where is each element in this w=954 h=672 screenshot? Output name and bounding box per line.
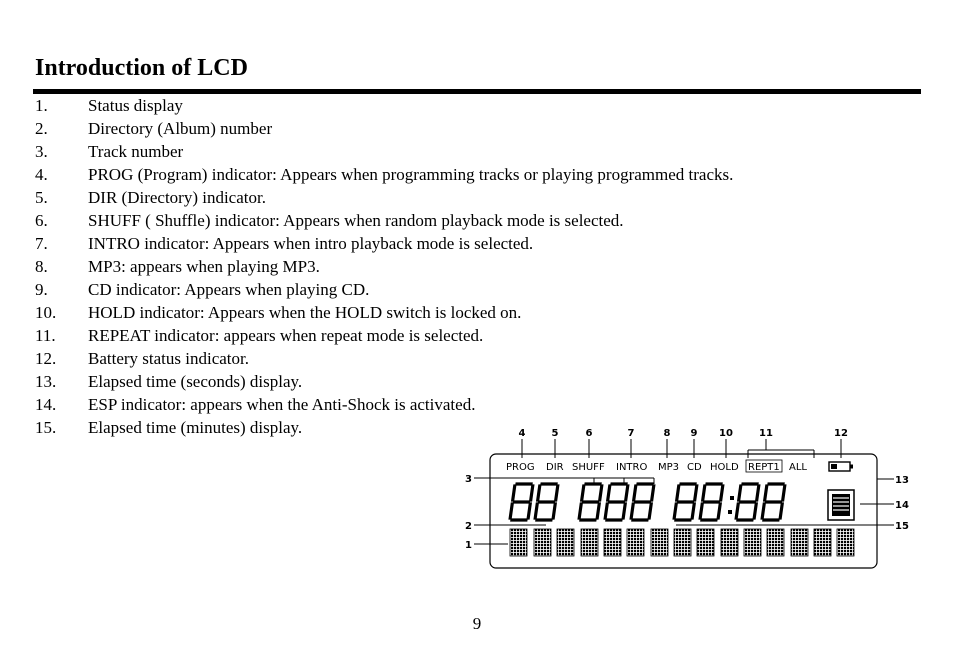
- list-item: [35, 209, 733, 232]
- item-number: 6.: [35, 211, 48, 230]
- lcd-diagram: [460, 424, 912, 574]
- hold-indicator: HOLD: [710, 462, 739, 473]
- battery-icon: [829, 462, 853, 471]
- item-text: Directory (Album) number: [88, 119, 273, 138]
- item-text: Battery status indicator.: [88, 349, 249, 368]
- item-text: Track number: [88, 142, 184, 161]
- mp3-indicator: MP3: [658, 462, 680, 473]
- callout-13: 13: [895, 475, 909, 486]
- item-text: Elapsed time (seconds) display.: [88, 372, 303, 391]
- item-text: REPEAT indicator: appears when repeat mode is selected.: [88, 326, 484, 345]
- item-text: Elapsed time (minutes) display.: [88, 418, 303, 437]
- cd-indicator: CD: [687, 462, 702, 473]
- callout-6: 6: [585, 428, 593, 439]
- callout-5: 5: [551, 428, 559, 439]
- callout-2: 2: [465, 521, 472, 532]
- page-number: 9: [472, 614, 482, 633]
- list-item: [35, 117, 733, 140]
- item-number: 13.: [35, 372, 57, 391]
- item-number: 14.: [35, 395, 57, 414]
- status-dot-matrix: [510, 529, 854, 556]
- item-number: 10.: [35, 303, 57, 322]
- item-text: SHUFF ( Shuffle) indicator: Appears when random playback mode is selected.: [88, 211, 624, 230]
- list-item: [35, 278, 733, 301]
- all-indicator: ALL: [789, 462, 807, 473]
- item-number: 8.: [35, 257, 48, 276]
- page-title: Introduction of LCD: [35, 55, 248, 81]
- item-text: MP3: appears when playing MP3.: [88, 257, 320, 276]
- callout-1: 1: [465, 540, 472, 551]
- lcd-digits: [510, 484, 785, 520]
- dir-indicator: DIR: [546, 462, 564, 473]
- list-item: [35, 140, 733, 163]
- intro-indicator: INTRO: [616, 462, 648, 473]
- rept1-indicator: REPT1: [748, 462, 780, 473]
- item-text: Status display: [88, 96, 183, 115]
- prog-indicator: PROG: [506, 462, 535, 473]
- list-item: [35, 347, 733, 370]
- item-text: INTRO indicator: Appears when intro playback mode is selected.: [88, 234, 534, 253]
- item-text: HOLD indicator: Appears when the HOLD switch is locked on.: [88, 303, 522, 322]
- item-number: 7.: [35, 234, 48, 253]
- list-item: [35, 370, 733, 393]
- list-item: [35, 232, 733, 255]
- callout-7: 7: [627, 428, 635, 439]
- callout-15: 15: [895, 521, 909, 532]
- list-item: [35, 94, 733, 117]
- callout-9: 9: [690, 428, 698, 439]
- item-number: 4.: [35, 165, 48, 184]
- callout-11: 11: [759, 428, 773, 439]
- callout-12: 12: [834, 428, 848, 439]
- item-text: ESP indicator: appears when the Anti-Shock is activated.: [88, 395, 476, 414]
- callout-4: 4: [518, 428, 526, 439]
- callout-14: 14: [895, 500, 909, 511]
- item-number: 1.: [35, 96, 48, 115]
- item-number: 3.: [35, 142, 48, 161]
- item-number: 9.: [35, 280, 48, 299]
- callout-3: 3: [465, 474, 472, 485]
- item-number: 15.: [35, 418, 57, 437]
- list-item: [35, 324, 733, 347]
- list-item: [35, 255, 733, 278]
- esp-icon: [828, 490, 854, 520]
- item-number: 11.: [35, 326, 56, 345]
- item-number: 5.: [35, 188, 48, 207]
- item-number: 2.: [35, 119, 48, 138]
- shuff-indicator: SHUFF: [572, 462, 605, 473]
- list-item: [35, 186, 733, 209]
- item-text: CD indicator: Appears when playing CD.: [88, 280, 370, 299]
- item-text: DIR (Directory) indicator.: [88, 188, 266, 207]
- item-number: 12.: [35, 349, 57, 368]
- list-item: [35, 163, 733, 186]
- callout-10: 10: [719, 428, 733, 439]
- list-item: [35, 393, 733, 416]
- item-text: PROG (Program) indicator: Appears when programming tracks or playing programmed tracks.: [88, 165, 734, 184]
- list-item: [35, 301, 733, 324]
- lcd-feature-list: [35, 94, 733, 439]
- callout-8: 8: [663, 428, 671, 439]
